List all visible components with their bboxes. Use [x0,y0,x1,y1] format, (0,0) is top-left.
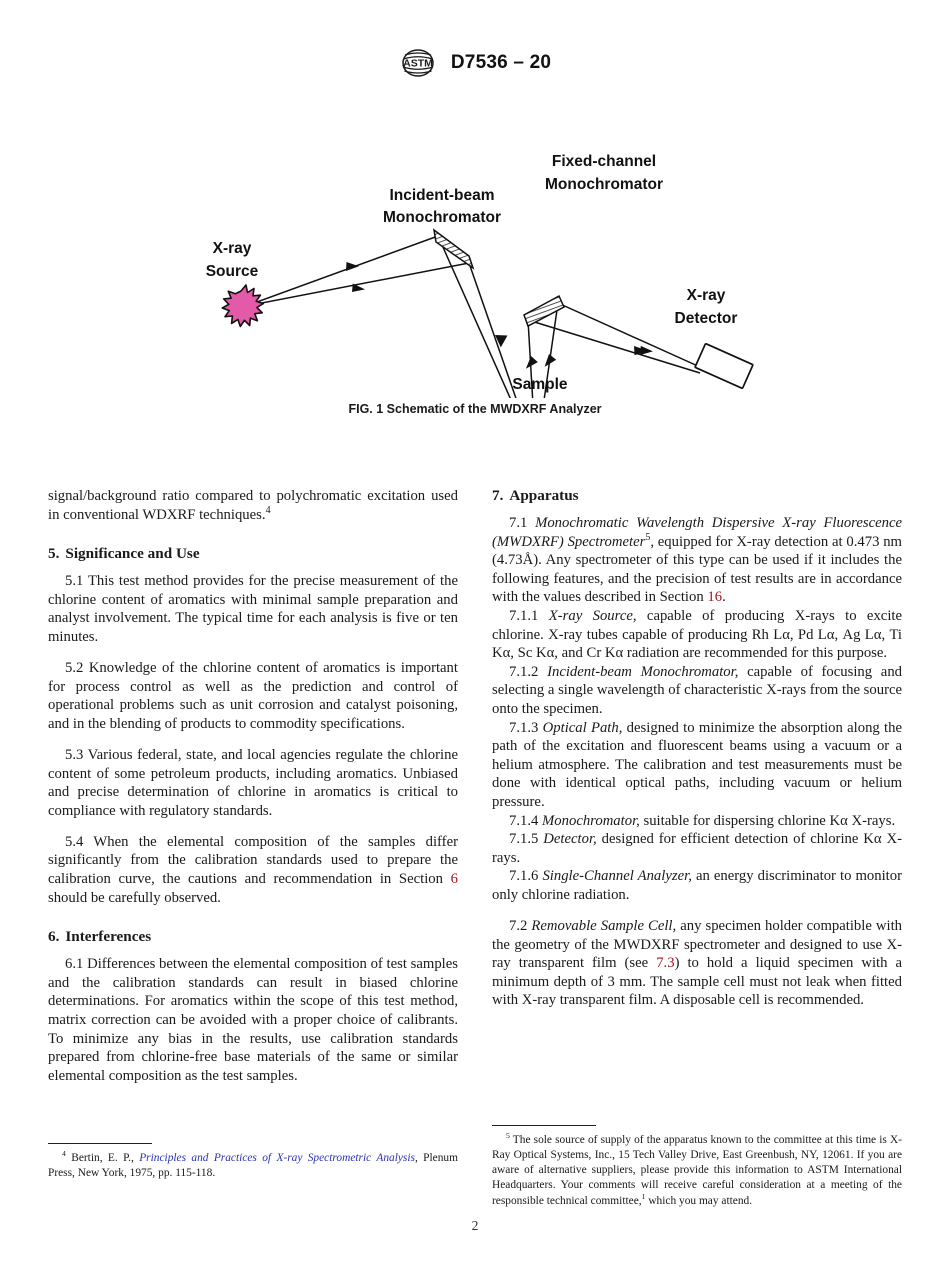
page-number: 2 [471,1218,479,1233]
section-heading-5 [48,545,458,563]
paragraph-7-1-1-text: capable of producing X-rays to excite chlorine. X-ray tubes capable of producing Rh Lα, Pd Lα, Ag Lα, Ti Kα, Sc Kα, and Cr Kα radiation are recommended for this purpose. [492,607,902,662]
footnote-5-text-a: The sole source of supply of the apparatus known to the committee at this time is X-Ray Optical Systems, Inc., 15 Tech Valley Drive, East Greenbush, NY, 12061. If you are aware of alternative suppliers, please provide this information to ASTM International Headquarters. Your comments will receive careful consideration at a meeting of the responsible technical committee, [492,1134,902,1207]
paragraph-7-1-5 [492,830,902,867]
footnote-4 [48,1151,458,1181]
figure-caption: FIG. 1 Schematic of the MWDXRF Analyzer [348,402,602,416]
paragraph-7-1-5-number: 7.1.5 [509,831,544,848]
xray-detector-box [695,344,753,389]
paragraph-5-4-text-b: should be carefully observed. [48,889,221,906]
paragraph-7-1-4-text: suitable for dispersing chlorine Kα X-rays. [639,812,896,829]
section-7-number: 7. [492,487,504,504]
paragraph-7-1-6 [492,867,902,904]
footnote-marker-4: 4 [265,504,271,516]
paragraph-5-3: 5.3 Various federal, state, and local agencies regulate the chlorine content of some petroleum products, including aromatics. Unbiased and precise determination of chlorine in aromatics is critical to compliance with regulatory standards. [48,746,458,819]
section-5-title: Significance and Use [65,545,200,563]
paragraph-7-1-5-term: Detector, [543,831,597,848]
paragraph-7-1-2-number: 7.1.2 [509,663,548,680]
paragraph-7-1-2-text: capable of focusing and selecting a single wavelength of characteristic X-rays from the source onto the specimen. [492,663,903,717]
paragraph-7-1-text-a: , equipped for X-ray detection at 0.473 nm (4.73Å). Any spectrometer of this type can be used if it includes the following features, and the precision of test results are in accordance with the values described in Section [492,533,902,606]
paragraph-7-1-3-term: Optical Path, [542,719,623,736]
incident-beam-monochromator-crystal [434,230,473,268]
section-link-16[interactable]: 16 [707,589,723,606]
paragraph-7-1-3-text: designed to minimize the absorption along the path of the excitation and fluorescent beams using a vacuum or a helium atmosphere. The calibration and test measurements must be done with identical optical paths, including vacuum or helium pressure. [492,719,902,810]
paragraph-7-1-2-term: Incident-beam Monochromator, [547,663,739,680]
section-link-7-3[interactable]: 7.3 [656,955,675,972]
footnote-rule-right [492,1125,596,1126]
mwdxrf-schematic-svg [0,88,950,398]
footnote-4-text-after: , Plenum Press, New York, 1975, pp. 115-118. [48,1152,458,1180]
paragraph-7-1-4 [492,812,902,831]
footnote-5 [492,1133,902,1209]
right-column [492,487,902,1187]
section-5-number: 5. [48,545,60,563]
paragraph-7-2-text-b: ) to hold a liquid specimen with a minimum depth of 3 mm. The sample cell must not leak when fitted with X-ray transparent film. A disposable cell is recommended. [492,955,902,1009]
paragraph-7-1-1 [492,607,902,663]
paragraph-7-1-4-number: 7.1.4 [509,812,543,829]
footnote-4-marker: 4 [62,1149,66,1159]
paragraph-5-2: 5.2 Knowledge of the chlorine content of aromatics is important for process control as well as the prediction and control of operational problems such as unit corrosion and catalyst poisoning, and in the blending of products to commodity specifications. [48,660,458,732]
paragraph-continuation [48,487,458,524]
footnote-column-right [492,1125,902,1209]
figure-label-xray-detector-line1: X-ray [686,287,726,304]
paragraph-7-2-term: Removable Sample Cell, [531,917,677,934]
footnote-4-text-before: Bertin, E. P., [65,1152,140,1164]
standard-designation: D7536 – 20 [450,52,552,73]
figure-label-fixed-channel-line1: Fixed-channel [551,153,657,170]
section-heading-6 [48,928,458,946]
paragraph-7-1-term: Monochromatic Wavelength Dispersive X-ray Fluorescence (MWDXRF) Spectrometer [492,515,903,550]
paragraph-7-1-1-term: X-ray Source, [548,607,637,624]
continuation-text: signal/background ratio compared to polychromatic excitation used in conventional WDXRF techniques. [48,488,458,523]
paragraph-7-1-text-b: . [722,589,726,606]
paragraph-7-1-3-number: 7.1.3 [509,719,543,736]
figure-1 [0,88,950,416]
paragraph-7-1-6-text: an energy discriminator to monitor only chlorine radiation. [492,868,902,903]
body-columns [48,487,902,1187]
paragraph-7-1-number: 7.1 [509,515,536,531]
footnote-5-text-b: which you may attend. [645,1194,753,1207]
page-header [0,48,950,78]
footnote-5-marker: 5 [506,1131,510,1141]
paragraph-7-2-text-a: any specimen holder compatible with the geometry of the MWDXRF spectrometer and designed to use X-ray transparent film (see [492,917,903,972]
paragraph-7-1-4-term: Monochromator, [542,812,640,829]
paragraph-6-1: 6.1 Differences between the elemental composition of test samples and the calibration standards can result in biased chlorine determinations. For aromatics within the scope of this test method, matrix correction can be avoided with a proper choice of calibrants. To minimize any bias in the results, use calibration standards prepared from chlorine-free base materials of the same or similar elemental composition as the test samples. [48,956,458,1084]
figure-label-xray-source-line1: X-ray [212,240,252,257]
footnote-zone [48,1125,902,1209]
footnote-4-link[interactable]: Principles and Practices of X-ray Spectrometric Analysis [139,1152,415,1164]
paragraph-7-1-3 [492,719,902,812]
footnote-5-inline-marker: 1 [641,1191,646,1201]
svg-text:ASTM: ASTM [403,57,433,70]
paragraph-7-1-2 [492,663,902,719]
figure-canvas [0,88,950,398]
figure-label-xray-source-line2: Source [205,263,259,280]
section-heading-7 [492,487,902,505]
paragraph-5-4 [48,833,458,907]
figure-label-incident-monochromator-line2: Monochromator [383,209,501,226]
footnote-column-left [48,1125,458,1209]
astm-logo [399,48,437,78]
xray-source-burst [222,285,263,327]
footnote-rule-left [48,1143,152,1144]
section-6-title: Interferences [65,928,152,946]
figure-label-sample: Sample [512,376,568,393]
left-column [48,487,458,1187]
paragraph-7-1-5-text: designed for efficient detection of chlorine Kα X-rays. [492,831,903,866]
footnote-marker-5: 5 [645,531,651,543]
paragraph-7-2 [492,917,902,1010]
paragraph-7-2-number: 7.2 [509,917,532,934]
paragraph-7-1-6-term: Single-Channel Analyzer, [542,868,692,885]
section-6-number: 6. [48,928,60,946]
paragraph-7-1-6-number: 7.1.6 [509,868,543,885]
paragraph-5-4-text-a: 5.4 When the elemental composition of the samples differ significantly from the calibration standards used to prepare the calibration curve, the cautions and recommendation in Section [48,833,458,887]
section-7-title: Apparatus [509,487,579,504]
paragraph-5-1: 5.1 This test method provides for the precise measurement of the chlorine content of aromatics with minimal sample preparation and analyst involvement. The typical time for each analysis is five or ten minutes. [48,573,458,645]
paragraph-7-1-1-number: 7.1.1 [509,607,549,624]
fixed-channel-monochromator-crystal [524,296,564,326]
figure-label-incident-monochromator-line1: Incident-beam [389,187,495,204]
paragraph-7-1 [492,514,902,607]
figure-label-xray-detector-line2: Detector [674,310,738,327]
figure-label-fixed-channel-line2: Monochromator [545,176,663,193]
section-link-6[interactable]: 6 [450,871,458,887]
